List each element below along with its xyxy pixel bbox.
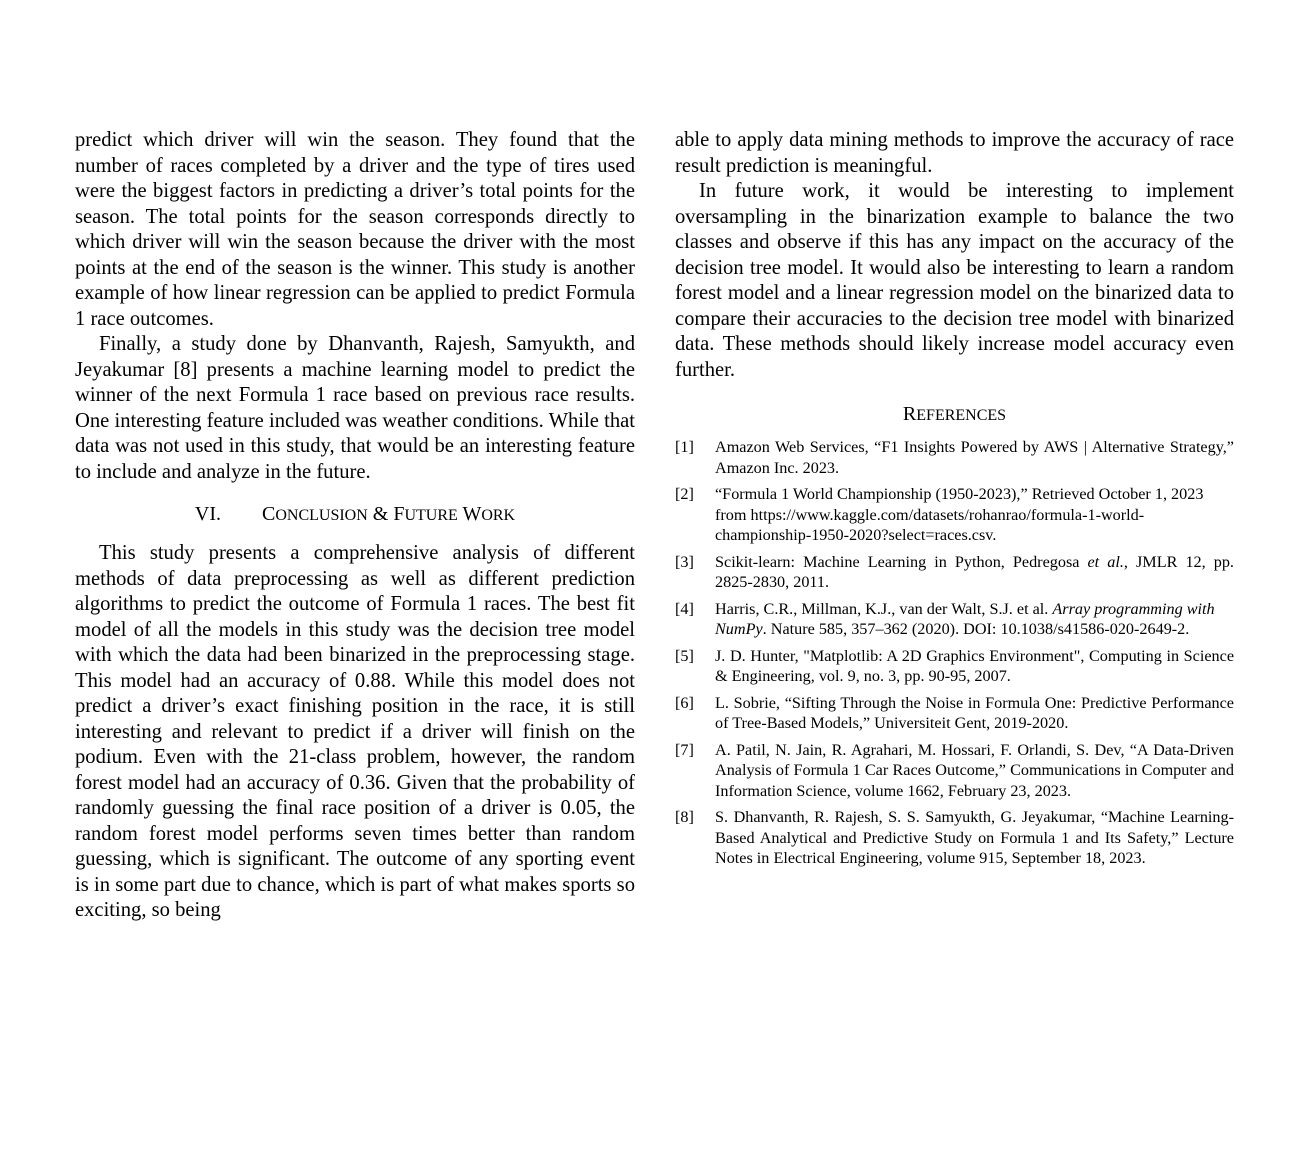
- reference-number: [7]: [675, 740, 694, 759]
- reference-item: [675, 740, 1234, 802]
- reference-text: A. Patil, N. Jain, R. Agrahari, M. Hossari, F. Orlandi, S. Dev, “A Data-Driven Analysis of Formula 1 Car Races Outcome,” Communications in Computer and Information Science, volume 1662, February 23, 2023.: [715, 740, 1234, 800]
- reference-item: [675, 484, 1234, 546]
- reference-list: [675, 437, 1234, 869]
- reference-text: S. Dhanvanth, R. Rajesh, S. S. Samyukth, G. Jeyakumar, “Machine Learning-Based Analytical and Predictive Study on Formula 1 and Its Safety,” Lecture Notes in Electrical Engineering, volume 915, September 18, 2023.: [715, 808, 1234, 867]
- reference-number: [1]: [675, 438, 694, 456]
- references-heading: REFERENCES: [902, 403, 1007, 425]
- reference-text: Scikit-learn: Machine Learning in Python, Pedregosa et al., JMLR 12, pp. 2825-2830, 2011.: [715, 552, 1234, 591]
- reference-item: [675, 646, 1234, 687]
- reference-text: “Formula 1 World Championship (1950-2023),” Retrieved October 1, 2023 from https://www.kaggle.com/datasets/rohanrao/formula-1-world-championship-1950-2020?select=races.csv.: [715, 485, 1204, 544]
- reference-number: [6]: [675, 693, 694, 712]
- section-title: CONCLUSION & FUTURE WORK: [261, 503, 516, 525]
- section-heading: [75, 501, 635, 529]
- right-column: [675, 128, 1234, 875]
- reference-number: [5]: [675, 646, 694, 665]
- reference-number: [3]: [675, 552, 694, 571]
- reference-number: [2]: [675, 485, 694, 503]
- reference-item: [675, 552, 1234, 593]
- reference-item: [675, 807, 1234, 869]
- reference-item: [675, 437, 1234, 478]
- reference-text: Harris, C.R., Millman, K.J., van der Walt, S.J. et al. Array programming with NumPy. Nature 585, 357–362 (2020). DOI: 10.1038/s41586-020-2649-2.: [715, 599, 1215, 638]
- reference-number: [8]: [675, 808, 694, 826]
- body-paragraph: able to apply data mining methods to improve the accuracy of race result prediction is meaningful.: [675, 129, 1234, 177]
- body-paragraph: This study presents a comprehensive analysis of different methods of data preprocessing as well as different prediction algorithms to predict the outcome of Formula 1 races. The best fit model of all the models in this study was the decision tree model with which the data had been binarized in the preprocessing stage. This model had an accuracy of 0.88. While this model does not predict a driver’s exact finishing position in the race, it is still interesting and relevant to predict if a driver will finish on the podium. Even with the 21-class problem, however, the random forest model had an accuracy of 0.36. Given that the probability of randomly guessing the final race position of a driver is 0.05, the random forest model performs seven times better than random guessing, which is significant. The outcome of any sporting event is in some part due to chance, which is part of what makes sports so exciting, so being: [75, 542, 635, 921]
- reference-item: [675, 599, 1234, 640]
- body-paragraph: In future work, it would be interesting to implement oversampling in the binarization example to balance the two classes and observe if this has any impact on the accuracy of the decision tree model. It would also be interesting to learn a random forest model and a linear regression model on the binarized data to compare their accuracies to the decision tree model with binarized data. These methods should likely increase model accuracy even further.: [675, 180, 1234, 381]
- body-paragraph: predict which driver will win the season. They found that the number of races completed by a driver and the type of tires used were the biggest factors in predicting a driver’s total points for the season. The total points for the season corresponds directly to which driver will win the season because the driver with the most points at the end of the season is the winner. This study is another example of how linear regression can be applied to predict Formula 1 race outcomes.: [75, 129, 635, 330]
- reference-text: L. Sobrie, “Sifting Through the Noise in Formula One: Predictive Performance of Tree-Based Models,” Universiteit Gent, 2019-2020.: [715, 693, 1234, 732]
- left-column: [75, 128, 635, 924]
- section-number: VI.: [194, 503, 221, 525]
- reference-number: [4]: [675, 599, 694, 618]
- body-paragraph: Finally, a study done by Dhanvanth, Rajesh, Samyukth, and Jeyakumar [8] presents a machine learning model to predict the winner of the next Formula 1 race based on previous race results. One interesting feature included was weather conditions. While that data was not used in this study, that would be an interesting feature to include and analyze in the future.: [75, 333, 635, 483]
- reference-text: J. D. Hunter, "Matplotlib: A 2D Graphics Environment", Computing in Science & Engineering, vol. 9, no. 3, pp. 90-95, 2007.: [715, 646, 1234, 685]
- reference-text: Amazon Web Services, “F1 Insights Powered by AWS | Alternative Strategy,” Amazon Inc. 2023.: [715, 438, 1234, 477]
- reference-item: [675, 693, 1234, 734]
